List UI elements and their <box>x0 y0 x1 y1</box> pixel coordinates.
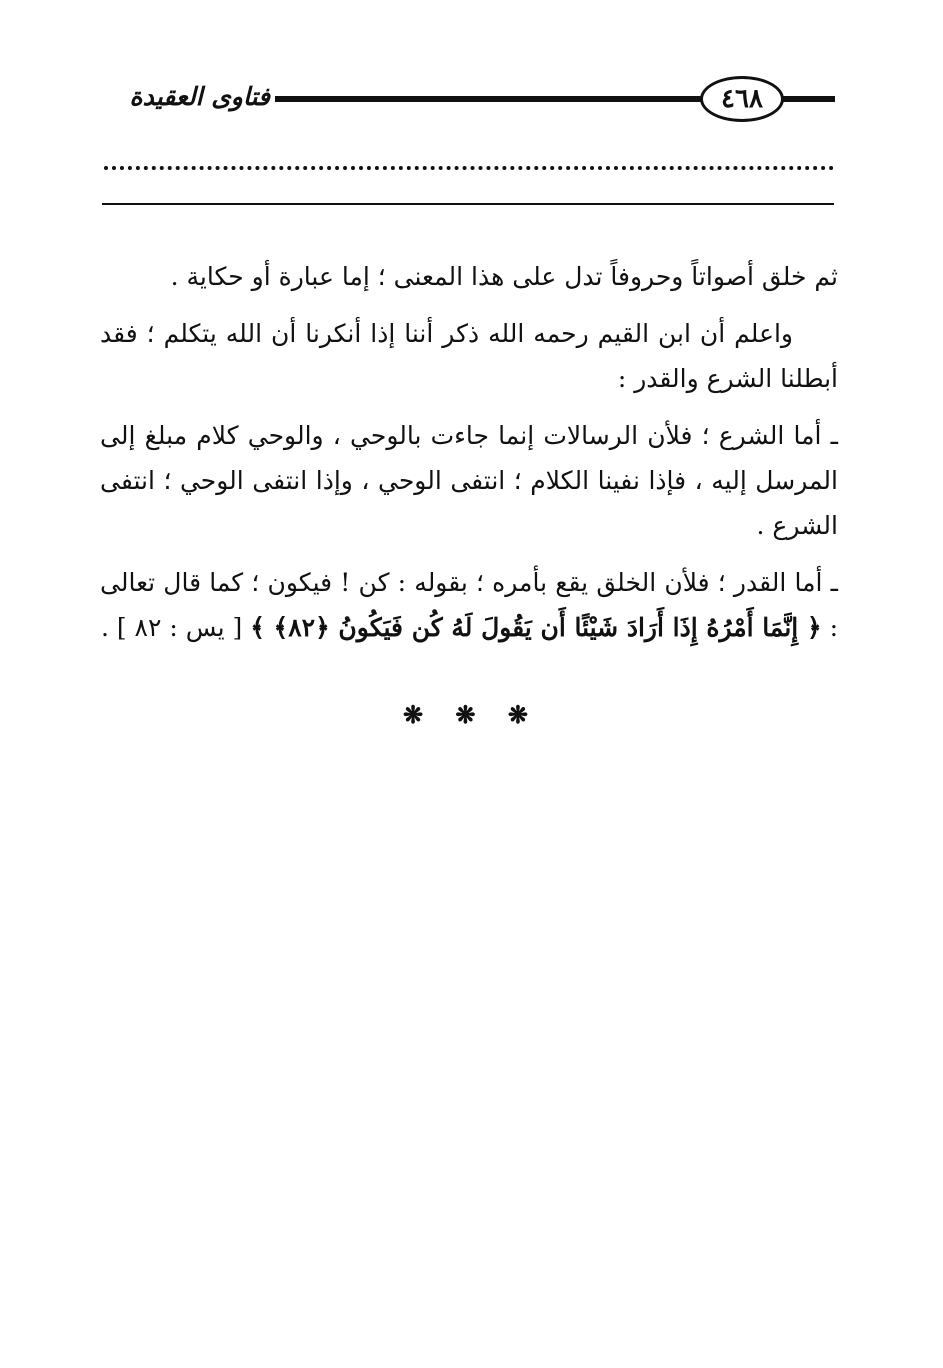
quran-verse: ﴿ إِنَّمَا أَمْرُهُ إِذَا أَرَادَ شَيْئًا أَن يَقُولَ لَهُ كُن فَيَكُونُ ﴿٨٢﴾ ﴾ <box>250 613 822 642</box>
footnote-dotted-line <box>104 166 834 170</box>
main-text <box>100 254 838 662</box>
header-rule-right <box>784 96 835 102</box>
paragraph-4 <box>100 560 838 650</box>
paragraph-1: ثم خلق أصواتاً وحروفاً تدل على هذا المعنى ؛ إما عبارة أو حكاية . <box>170 262 838 291</box>
paragraph-3: ـ أما الشرع ؛ فلأن الرسالات إنما جاءت بالوحي ، والوحي كلام مبلغ إلى المرسل إليه ، فإذا نفينا الكلام ؛ انتفى الوحي ، وإذا انتفى الوحي ؛ انتفى الشرع . <box>100 421 838 540</box>
page-header <box>100 74 835 126</box>
section-separator: ❋ ❋ ❋ <box>402 700 541 729</box>
running-title: فتاوى العقيدة <box>129 82 270 111</box>
footnote-divider <box>102 203 834 205</box>
verse-reference: [ يس : ٨٢ ] . <box>100 613 243 642</box>
paragraph-2: واعلم أن ابن القيم رحمه الله ذكر أننا إذا أنكرنا أن الله يتكلم ؛ فقد أبطلنا الشرع والقدر : <box>100 319 838 393</box>
page-number: ٤٦٨ <box>700 76 784 122</box>
paragraph-4-intro: ـ أما القدر ؛ فلأن الخلق يقع بأمره ؛ بقوله : كن ! فيكون ؛ كما قال تعالى : <box>100 568 838 642</box>
